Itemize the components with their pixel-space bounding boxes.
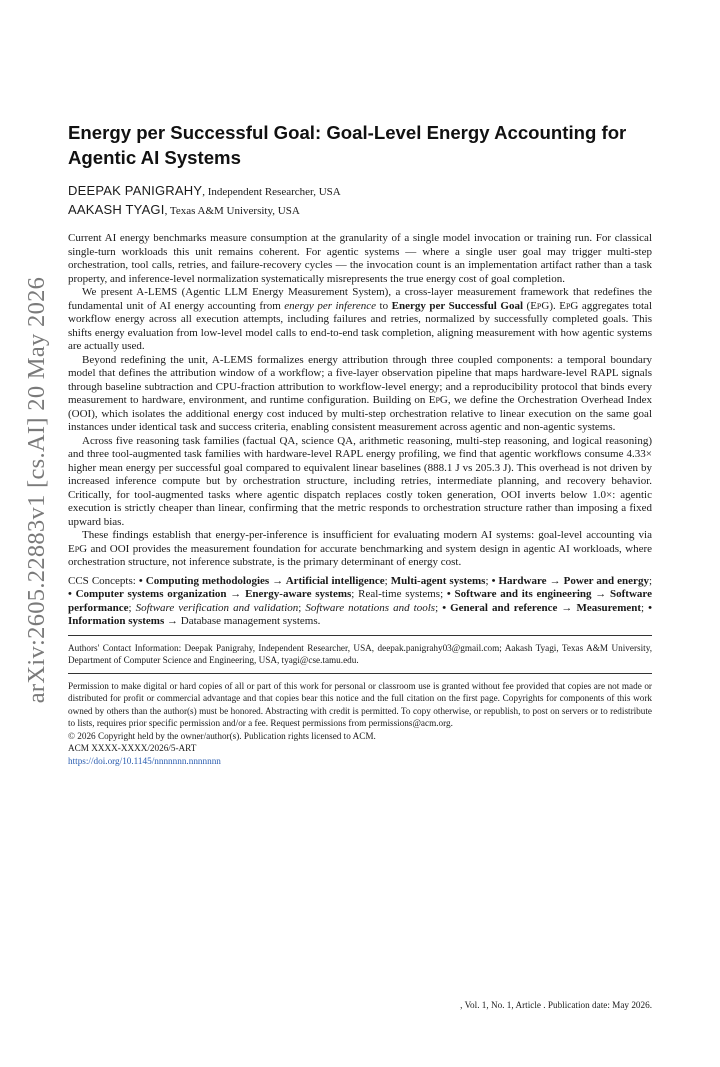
author-block (68, 182, 652, 220)
abstract-paragraph-4: Across five reasoning task families (factual QA, science QA, arithmetic reasoning, multi-step reasoning, and logical reasoning) and three tool-augmented task families with hardware-level RAPL energy profiling, we find that agentic workflows consume 4.33× higher mean energy per successful goal compared to equivalent linear baselines (888.1 J vs 205.3 J). This overhead is not driven by increased inference compute but by orchestration structure, including retries, intermediate planning, and recovery behavior. Critically, for tool-augmented tasks where agentic dispatch replaces costly token generation, OOI inverts below 1.0×: agentic execution is strictly cheaper than linear, confirming that the metric responds to orchestration structure rather than imposing a fixed upward bias. (68, 434, 652, 528)
permission-block (68, 680, 652, 768)
author-name: AAKASH TYAGI (68, 202, 165, 217)
divider (68, 673, 652, 674)
copyright-line: © 2026 Copyright held by the owner/author(s). Publication rights licensed to ACM. (68, 730, 376, 741)
author-1 (68, 182, 652, 201)
abstract (68, 232, 652, 570)
abstract-paragraph-2: We present A-LEMS (Agentic LLM Energy Measurement System), a cross-layer measurement framework that redefines the fundamental unit of AI energy accounting from energy per inference to Energy per Successful Goal (EpG). EpG aggregates total workflow energy across all execution attempts, including failures and retries, normalized by successfully completed goals. This shifts energy evaluation from low-level model calls to end-to-end task completion, aligning measurement with how agentic systems are actually used. (68, 286, 652, 352)
arxiv-stamp (22, 272, 52, 708)
doi-link[interactable]: https://doi.org/10.1145/nnnnnnn.nnnnnnn (68, 756, 221, 767)
abstract-paragraph-3: Beyond redefining the unit, A-LEMS formalizes energy attribution through three coupled components: a temporal boundary model that defines the attribution window of a workflow; a five-layer observation pipeline that maps hardware-level RAPL signals through baseline subtraction and CPU-fraction attribution to workflow-level energy; and a reproducibility protocol that binds every measurement to hardware, environment, and runtime configuration. Building on EpG, we define the Orchestration Overhead Index (OOI), which isolates the additional energy cost induced by multi-step orchestration relative to linear execution on the same goal instances under identical task and success criteria, enabling consistent measurement across agentic and non-agentic systems. (68, 353, 652, 433)
page-footer: , Vol. 1, No. 1, Article . Publication date: May 2026. (460, 1000, 652, 1010)
abstract-paragraph-1: Current AI energy benchmarks measure consumption at the granularity of a single model invocation or training run. For classical single-turn workloads this unit remains coherent. For agentic systems — where a single user goal may trigger multi-step orchestration, tool calls, retries, and failure-recovery cycles — the invocation count is an implementation artifact rather than a task property, and inference-level normalization systematically misrepresents the true energy cost of goal completion. (68, 232, 652, 285)
paper-title: Energy per Successful Goal: Goal-Level Energy Accounting for Agentic AI Systems (68, 122, 627, 168)
ccs-concepts: CCS Concepts: • Computing methodologies → Artificial intelligence; Multi-agent systems; • Hardware → Power and energy; • Computer systems organization → Energy-aware systems; Real-time systems; • Software and its engineering → Software performance; Software verification and validation; Software notations and tools; • General and reference → Measurement; • Information systems → Database management systems. (68, 574, 653, 627)
permission-notice: Permission to make digital or hard copies of all or part of this work for personal or classroom use is granted without fee provided that copies are not made or distributed for profit or commercial advantage and that copies bear this notice and the full citation on the first page. Copyrights for components of this work owned by others than the author(s) must be honored. Abstracting with credit is permitted. To copy otherwise, or republish, to post on servers or to redistribute to lists, requires prior specific permission and/or a fee. Request permissions from permissions@acm.org. (68, 680, 652, 729)
acm-reference: ACM XXXX-XXXX/2026/5-ART (68, 743, 197, 754)
author-affiliation: , Independent Researcher, USA (202, 186, 341, 198)
divider (68, 635, 652, 636)
arxiv-id: arXiv:2605.22883v1 [cs.AI] 20 May 2026 (23, 276, 51, 704)
paper-page (68, 120, 652, 768)
author-name: DEEPAK PANIGRAHY (68, 183, 203, 198)
author-affiliation: , Texas A&M University, USA (164, 205, 300, 217)
author-contact-info: Authors' Contact Information: Deepak Panigrahy, Independent Researcher, USA, deepak.panigrahy03@gmail.com; Aakash Tyagi, Texas A&M University, Department of Computer Science and Engineering, USA, tyagi@cse.tamu.edu. (68, 642, 652, 665)
abstract-paragraph-5: These findings establish that energy-per-inference is insufficient for evaluating modern AI systems: goal-level accounting via EpG and OOI provides the measurement foundation for accurate benchmarking and system design in agentic AI workloads, where orchestration structure, not inference substrate, is the primary determinant of energy cost. (68, 529, 652, 568)
author-2 (68, 201, 652, 220)
